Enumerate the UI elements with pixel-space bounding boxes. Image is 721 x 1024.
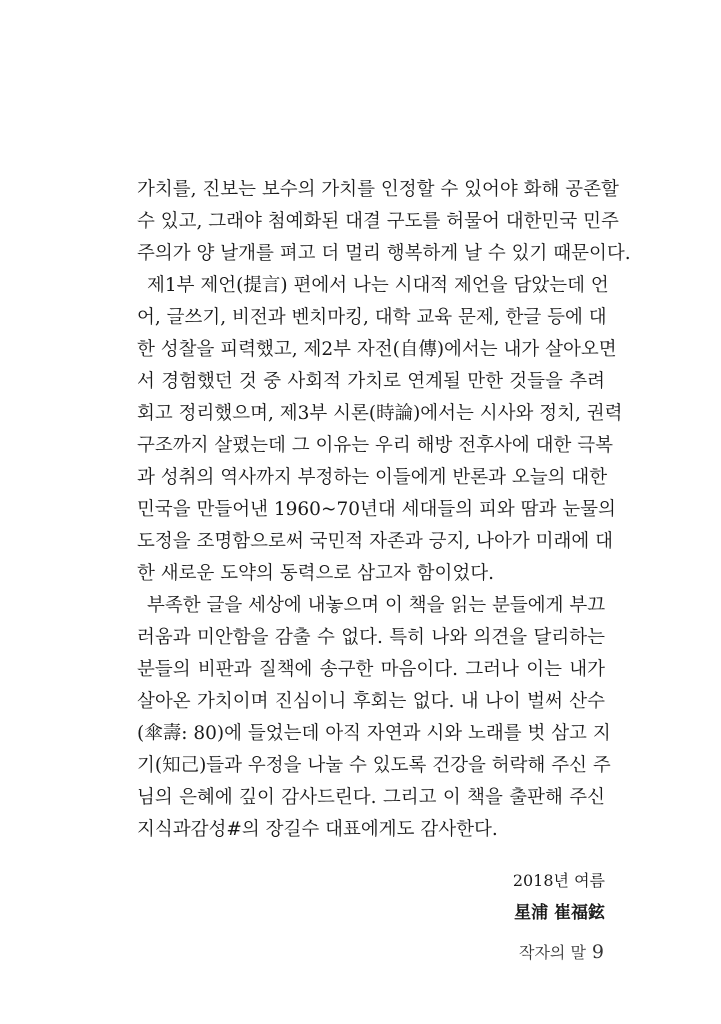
text-line: 러움과 미안함을 감출 수 없다. 특히 나와 의견을 달리하는 (137, 627, 605, 648)
text-line: 과 성취의 역사까지 부정하는 이들에게 반론과 오늘의 대한 (137, 467, 608, 488)
page-number: 9 (591, 941, 604, 963)
paragraph (137, 270, 623, 590)
text-line: 기(知己)들과 우정을 나눌 수 있도록 건강을 허락해 주신 주 (137, 755, 611, 776)
text-line: 지식과감성#의 장길수 대표에게도 감사한다. (137, 819, 498, 840)
text-line: 어, 글쓰기, 비전과 벤치마킹, 대학 교육 문제, 한글 등에 대 (137, 307, 607, 328)
footer-section-title: 작자의 말 (518, 943, 586, 962)
body-text (137, 174, 631, 846)
paragraph (137, 590, 611, 846)
text-line: 님의 은혜에 깊이 감사드린다. 그리고 이 책을 출판해 주신 (137, 787, 605, 808)
text-line: 수 있고, 그래야 첨예화된 대결 구도를 허물어 대한민국 민주 (137, 211, 619, 232)
signature-date: 2018년 여름 (512, 871, 605, 890)
text-line: 부족한 글을 세상에 내놓으며 이 책을 읽는 분들에게 부끄 (147, 595, 606, 616)
page-footer (519, 940, 604, 963)
text-line: 한 새로운 도약의 동력으로 삼고자 함이었다. (137, 563, 494, 584)
text-line: (傘壽: 80)에 들었는데 아직 자연과 시와 노래를 벗 삼고 지 (137, 723, 611, 744)
text-line: 주의가 양 날개를 펴고 더 멀리 행복하게 날 수 있기 때문이다. (137, 243, 631, 264)
text-line: 가치를, 진보는 보수의 가치를 인정할 수 있어야 화해 공존할 (137, 179, 619, 200)
text-line: 한 성찰을 피력했고, 제2부 자전(自傳)에서는 내가 살아오면 (137, 339, 617, 360)
signature-name: 星浦 崔福鉉 (514, 903, 605, 923)
text-line: 분들의 비판과 질책에 송구한 마음이다. 그러나 이는 내가 (137, 659, 605, 680)
text-line: 도정을 조명함으로써 국민적 자존과 긍지, 나아가 미래에 대 (137, 531, 613, 552)
text-line: 서 경험했던 것 중 사회적 가치로 연계될 만한 것들을 추려 (137, 371, 605, 392)
text-line: 회고 정리했으며, 제3부 시론(時論)에서는 시사와 정치, 권력 (137, 403, 623, 424)
text-line: 제1부 제언(提言) 편에서 나는 시대적 제언을 담았는데 언 (147, 275, 609, 296)
text-line: 민국을 만들어낸 1960~70년대 세대들의 피와 땀과 눈물의 (137, 499, 616, 520)
text-line: 구조까지 살폈는데 그 이유는 우리 해방 전후사에 대한 극복 (137, 435, 613, 456)
text-line: 살아온 가치이며 진심이니 후회는 없다. 내 나이 벌써 산수 (137, 691, 605, 712)
paragraph (137, 174, 631, 270)
